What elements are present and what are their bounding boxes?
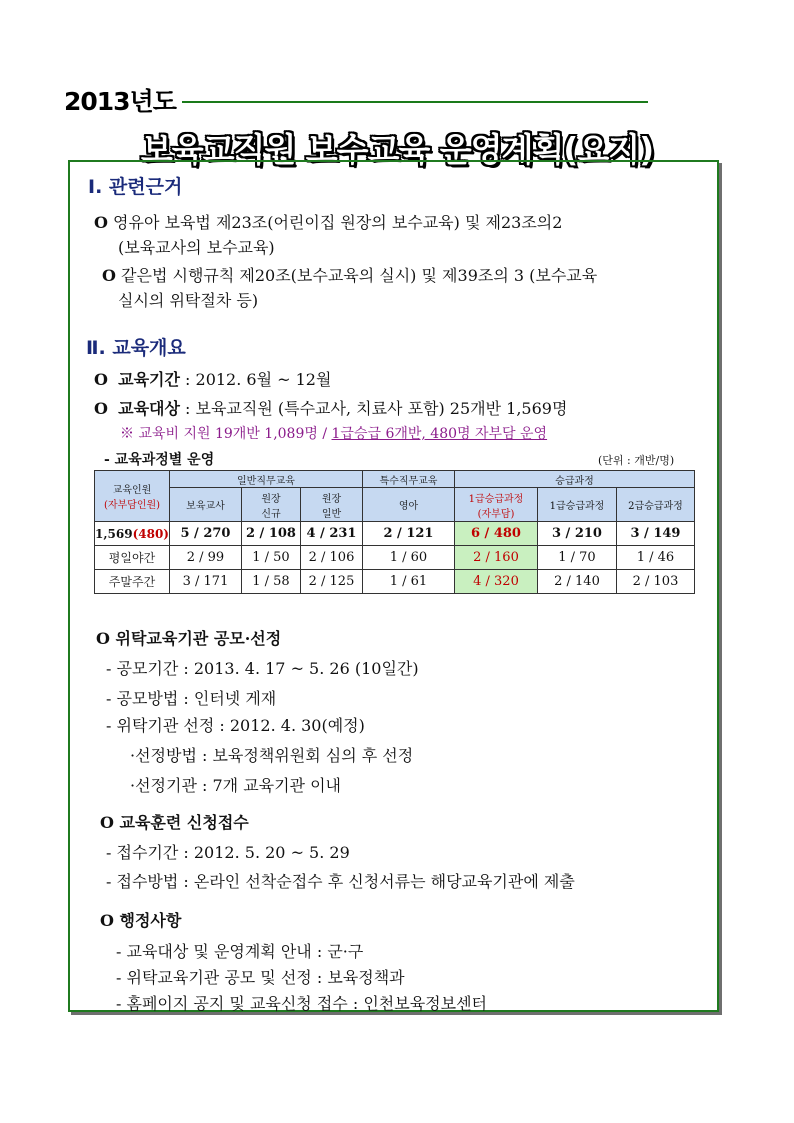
period-label: 교육기간 (118, 370, 180, 389)
target-line: O 교육대상 : 보육교직원 (특수교사, 치료사 포함) 25개반 1,569명 (94, 399, 568, 418)
basis-text-2b: 실시의 위탁절차 등) (118, 291, 259, 310)
section3-item-4: ·선정방법 : 보육정책위원회 심의 후 선정 (130, 746, 414, 765)
year-underline (182, 101, 648, 103)
row-label: 1,569(480) (95, 522, 170, 546)
bullet: O (94, 213, 108, 232)
table-row: 평일야간 2 / 99 1 / 50 2 / 106 1 / 60 2 / 160 1 / 70 1 / 46 (95, 546, 695, 570)
col-teacher: 보육교사 (169, 488, 241, 522)
subsidy-note (120, 423, 547, 443)
section4-heading: O 교육훈련 신청접수 (100, 813, 249, 832)
section5-item-3: - 홈페이지 공지 및 교육신청 접수 : 인천보육정보센터 (116, 994, 487, 1013)
target-value: : 보육교직원 (특수교사, 치료사 포함) 25개반 1,569명 (185, 399, 568, 418)
section4-item-1: - 접수기간 : 2012. 5. 20 ~ 5. 29 (106, 843, 350, 862)
target-label: 교육대상 (118, 399, 180, 418)
col-director-general: 원장 일반 (300, 488, 362, 522)
note-underlined: 1급승급 6개반, 480명 자부담 운영 (331, 426, 548, 442)
corner-header: 교육인원 (자부담인원) (95, 471, 170, 522)
basis-text-1b: (보육교사의 보수교육) (118, 238, 275, 257)
group-general: 일반직무교육 (169, 471, 362, 488)
bullet: O (102, 266, 116, 285)
period-line: O 교육기간 : 2012. 6월 ~ 12월 (94, 370, 332, 389)
section2-heading: Ⅱ. 교육개요 (86, 337, 186, 359)
row-label: 평일야간 (95, 546, 170, 570)
document-title: 보육교직원 보수교육 운영계획(요지) (140, 130, 654, 169)
course-heading: - 교육과정별 운영 (104, 452, 215, 468)
section3-item-5: ·선정기관 : 7개 교육기관 이내 (130, 776, 342, 795)
section3-heading: O 위탁교육기관 공모·선정 (96, 629, 282, 648)
unit-label: (단위 : 개반/명) (598, 454, 675, 467)
section4-item-2: - 접수방법 : 온라인 선착순접수 후 신청서류는 해당교육기관에 제출 (106, 872, 575, 891)
section3-item-2: - 공모방법 : 인터넷 게재 (106, 689, 277, 708)
course-table (94, 470, 695, 594)
col-promo2: 2급승급과정 (616, 488, 694, 522)
section5-heading: O 행정사항 (100, 911, 182, 930)
basis-text-2a: 같은법 시행규칙 제20조(보수교육의 실시) 및 제39조의 3 (보수교육 (121, 266, 598, 285)
col-promo1: 1급승급과정 (537, 488, 616, 522)
col-director-new: 원장 신규 (241, 488, 300, 522)
section5-item-2: - 위탁교육기관 공모 및 선정 : 보육정책과 (116, 968, 405, 987)
group-special: 특수직무교육 (362, 471, 454, 488)
row-label: 주말주간 (95, 570, 170, 594)
col-infant: 영아 (362, 488, 454, 522)
group-promo: 승급과정 (454, 471, 694, 488)
section5-item-1: - 교육대상 및 운영계획 안내 : 군·구 (116, 942, 364, 961)
table-row: 주말주간 3 / 171 1 / 58 2 / 125 1 / 61 4 / 320 2 / 140 2 / 103 (95, 570, 695, 594)
section1-heading: Ⅰ. 관련근거 (88, 176, 183, 198)
basis-item-2 (102, 263, 597, 286)
section3-item-1: - 공모기간 : 2013. 4. 17 ~ 5. 26 (10일간) (106, 659, 419, 678)
note-prefix: ※ 교육비 지원 19개반 1,089명 / (120, 426, 332, 442)
table-row: 1,569(480) 5 / 270 2 / 108 4 / 231 2 / 121 6 / 480 3 / 210 3 / 149 (95, 522, 695, 546)
col-promo1-self: 1급승급과정 (자부담) (454, 488, 537, 522)
year-label: 2013년도 (64, 87, 176, 116)
basis-item-1 (94, 210, 562, 233)
basis-text-1a: 영유아 보육법 제23조(어린이집 원장의 보수교육) 및 제23조의2 (113, 213, 563, 232)
section3-item-3: - 위탁기관 선정 : 2012. 4. 30(예정) (106, 716, 365, 735)
period-value: : 2012. 6월 ~ 12월 (185, 370, 332, 389)
